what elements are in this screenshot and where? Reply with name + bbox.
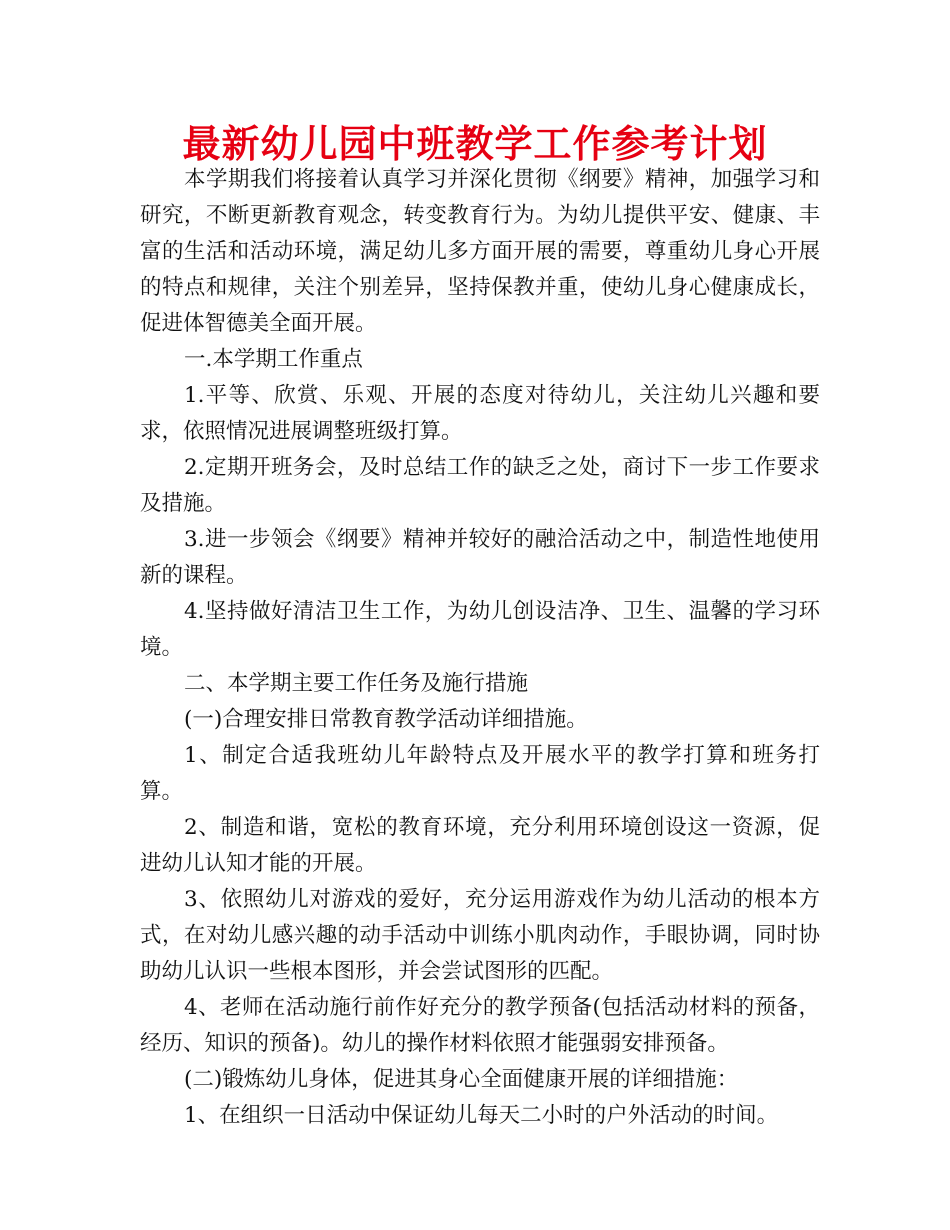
list-item: 2、制造和谐，宽松的教育环境，充分利用环境创设这一资源，促进幼儿认知才能的开展。 — [140, 815, 820, 876]
document-body — [140, 162, 820, 1134]
subsection-heading-1: (一)合理安排日常教育教学活动详细措施。 — [184, 707, 588, 732]
list-item: 2.定期开班务会，及时总结工作的缺乏之处，商讨下一步工作要求及措施。 — [140, 455, 820, 516]
subsection-heading-2: (二)锻炼幼儿身体，促进其身心全面健康开展的详细措施： — [184, 1067, 739, 1092]
list-item: 1、制定合适我班幼儿年龄特点及开展水平的教学打算和班务打算。 — [140, 743, 820, 804]
list-item: 4.坚持做好清洁卫生工作，为幼儿创设洁净、卫生、温馨的学习环境。 — [140, 599, 820, 660]
section-heading-2: 二、本学期主要工作任务及施行措施 — [184, 671, 529, 696]
list-item: 4、老师在活动施行前作好充分的教学预备(包括活动材料的预备，经历、知识的预备)。幼儿的操作材料依照才能强弱安排预备。 — [140, 995, 820, 1056]
document-title: 最新幼儿园中班教学工作参考计划 — [182, 122, 768, 166]
intro-paragraph: 本学期我们将接着认真学习并深化贯彻《纲要》精神，加强学习和研究，不断更新教育观念，转变教育行为。为幼儿提供平安、健康、丰富的生活和活动环境，满足幼儿多方面开展的需要，尊重幼儿身心开展的特点和规律，关注个别差异，坚持保教并重，使幼儿身心健康成长，促进体智德美全面开展。 — [140, 167, 820, 336]
list-item: 1、在组织一日活动中保证幼儿每天二小时的户外活动的时间。 — [184, 1103, 779, 1128]
list-item: 3、依照幼儿对游戏的爱好，充分运用游戏作为幼儿活动的根本方式，在对幼儿感兴趣的动手活动中训练小肌肉动作，手眼协调，同时协助幼儿认识一些根本图形，并会尝试图形的匹配。 — [140, 887, 820, 984]
list-item: 1.平等、欣赏、乐观、开展的态度对待幼儿，关注幼儿兴趣和要求，依照情况进展调整班级打算。 — [140, 383, 820, 444]
section-heading-1: 一.本学期工作重点 — [184, 347, 363, 372]
list-item: 3.进一步领会《纲要》精神并较好的融洽活动之中，制造性地使用新的课程。 — [140, 527, 820, 588]
